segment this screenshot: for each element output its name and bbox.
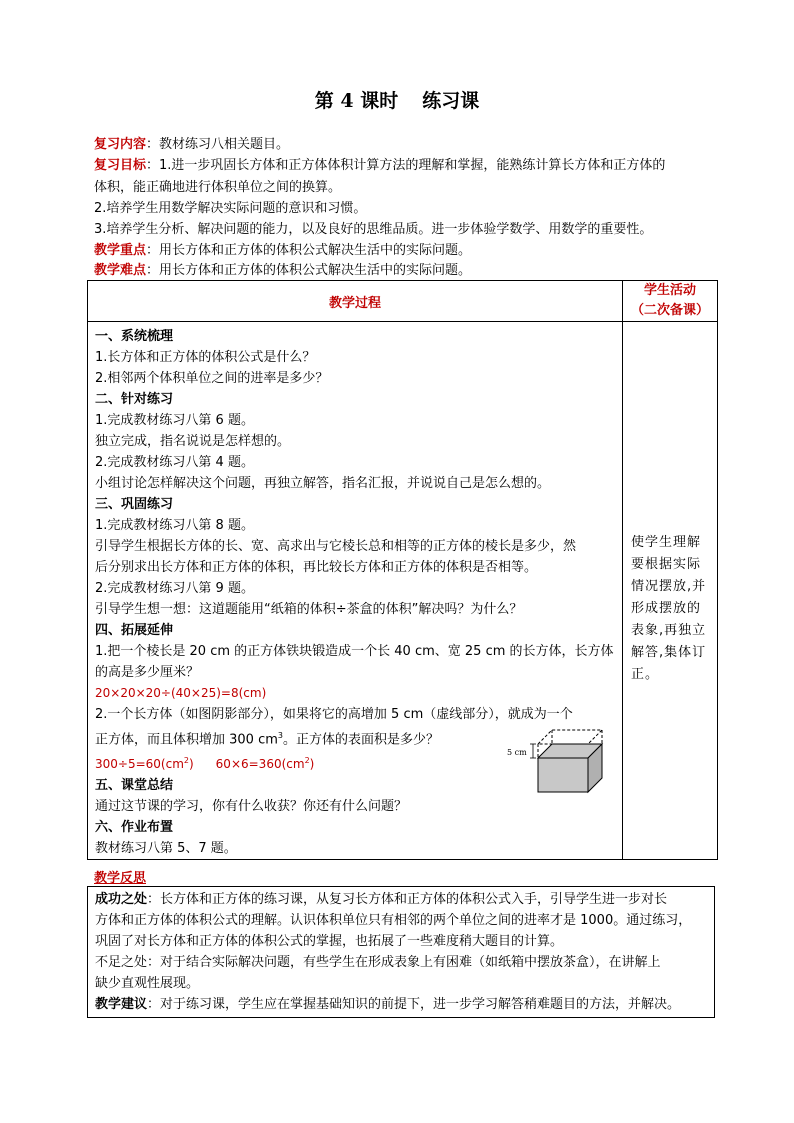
- text-line: 2.相邻两个体积单位之间的进率是多少？: [95, 371, 329, 386]
- text-line: 教材练习八第 5、7 题。: [95, 841, 237, 857]
- success-label: 成功之处: [95, 892, 148, 907]
- review-content-text: ：教材练习八相关题目。: [146, 137, 290, 152]
- teaching-key-line: [94, 240, 714, 261]
- shortfall-label: 不足之处: [95, 955, 148, 970]
- teaching-difficulty-label: 教学难点: [94, 263, 147, 278]
- reflection-box: [87, 886, 715, 1018]
- review-content-label: 复习内容: [94, 137, 147, 152]
- col-header-activity-1: 学生活动: [643, 283, 696, 298]
- review-goal-label: 复习目标: [94, 158, 147, 173]
- side-line: 使学生理解: [631, 535, 702, 550]
- shaded-front-face: [538, 758, 588, 792]
- side-line: 情况摆放,并: [631, 579, 707, 594]
- text-line: 独立完成，指名说说是怎样想的。: [95, 434, 291, 449]
- text-line: 2.完成教材练习八第 9 题。: [95, 581, 254, 596]
- side-line: 表象,再独立: [631, 623, 707, 638]
- section-heading: 三、巩固练习: [95, 497, 174, 512]
- answer-part: 60×6=360(cm: [215, 757, 305, 772]
- activity-cell: [623, 322, 718, 860]
- text-line: 引导学生想一想：这道题能用“纸箱的体积÷茶盒的体积”解决吗？为什么？: [95, 602, 523, 617]
- success-text-2: 方体和正方体的体积公式的理解。认识体积单位只有相邻的两个单位之间的进率才是 1000。通过练习，: [95, 913, 692, 928]
- cuboid-figure: [505, 722, 605, 794]
- teaching-key-label: 教学重点: [94, 243, 147, 258]
- review-goal-line: [94, 155, 714, 176]
- success-text-3: 巩固了对长方体和正方体的体积公式的掌握，也拓展了一些难度稍大题目的计算。: [95, 934, 564, 949]
- page-title: [0, 86, 794, 113]
- text-line: 1.把一个棱长是 20 cm 的正方体铁块锻造成一个长 40 cm、宽 25 cm 的长方体，长方体: [95, 644, 614, 659]
- review-content-line: [94, 134, 714, 155]
- col-header-activity: [623, 281, 718, 322]
- teaching-key-text: ：用长方体和正方体的体积公式解决生活中的实际问题。: [146, 243, 472, 258]
- review-goal-item-2: 2.培养学生用数学解决实际问题的意识和习惯。: [94, 201, 367, 216]
- answer-part: 300÷5=60(cm: [95, 757, 184, 772]
- section-heading: 一、系统梳理: [95, 329, 174, 344]
- teaching-difficulty-text: ：用长方体和正方体的体积公式解决生活中的实际问题。: [146, 263, 472, 278]
- success-text-1: ：长方体和正方体的练习课，从复习长方体和正方体的体积公式入手，引导学生进一步对长: [147, 892, 668, 907]
- text-line: 的高是多少厘米？: [95, 665, 200, 680]
- shortfall-text-2: 缺少直观性展现。: [95, 976, 200, 991]
- reflection-shortfall-line: [95, 952, 708, 973]
- answer-line: 20×20×20÷(40×25)=8(cm): [95, 686, 267, 700]
- text-part: 。正方体的表面积是多少？: [282, 732, 439, 748]
- text-line: 后分别求出长方体和正方体的体积，再比较长方体和正方体的体积是否相等。: [95, 560, 538, 575]
- teaching-difficulty-line: [94, 260, 714, 281]
- title-lesson-number: 第 4 课时: [314, 90, 399, 112]
- text-line: 1.完成教材练习八第 6 题。: [95, 413, 254, 428]
- text-line: 2.完成教材练习八第 4 题。: [95, 455, 254, 470]
- shortfall-text-1: ：对于结合实际解决问题，有些学生在形成表象上有困难（如纸箱中摆放茶盒），在讲解上: [147, 955, 661, 970]
- dimension-label: 5 cm: [507, 748, 527, 757]
- side-line: 解答,集体订: [631, 645, 707, 660]
- dashed-top-face: [538, 730, 602, 744]
- text-line: 1.完成教材练习八第 8 题。: [95, 518, 254, 533]
- text-line: 引导学生根据长方体的长、宽、高求出与它棱长总和相等的正方体的棱长是多少，然: [95, 539, 577, 554]
- section-heading: 五、课堂总结: [95, 778, 174, 794]
- superscript: 2: [183, 756, 189, 766]
- side-line: 正。: [631, 667, 660, 682]
- advice-text: ：对于练习课，学生应在掌握基础知识的前提下，进一步学习解答稍难题目的方法，并解决。: [147, 997, 681, 1012]
- reflection-success-line: [95, 889, 708, 910]
- text-part: 正方体，而且体积增加 300 cm: [95, 732, 278, 748]
- col-header-activity-2: （二次备课）: [630, 303, 709, 318]
- answer-line: $300\div 5=60(cm^2)$ $60\times 6=360(cm^2)$: [95, 756, 315, 772]
- col-header-process: 教学过程: [88, 281, 623, 322]
- side-line: 形成摆放的: [631, 601, 702, 616]
- superscript: 2: [304, 756, 310, 766]
- section-heading: 二、针对练习: [95, 392, 174, 407]
- side-line: 要根据实际: [631, 557, 702, 572]
- section-heading: 四、拓展延伸: [95, 623, 174, 638]
- reflection-title: 教学反思: [94, 871, 147, 886]
- title-lesson-name: 练习课: [422, 90, 480, 112]
- text-line: 小组讨论怎样解决这个问题，再独立解答，指名汇报，并说说自己是怎么想的。: [95, 476, 551, 491]
- superscript: 3: [277, 731, 283, 740]
- text-line: 2.一个长方体（如图阴影部分），如果将它的高增加 5 cm（虚线部分），就成为一个: [95, 707, 573, 722]
- lesson-table: [87, 280, 718, 860]
- advice-label: 教学建议: [95, 997, 148, 1012]
- section-heading: 六、作业布置: [95, 820, 174, 836]
- review-goal-text-1: ：1.进一步巩固长方体和正方体体积计算方法的理解和掌握，能熟练计算长方体和正方体的: [146, 158, 666, 173]
- review-goal-line-2: 体积，能正确地进行体积单位之间的换算。: [94, 180, 342, 195]
- reflection-advice-line: [95, 994, 708, 1015]
- text-line: 1.长方体和正方体的体积公式是什么？: [95, 350, 316, 365]
- text-line: 通过这节课的学习，你有什么收获？你还有什么问题？: [95, 799, 408, 815]
- review-goal-item-3: 3.培养学生分析、解决问题的能力，以及良好的思维品质。进一步体验学数学、用数学的重要性。: [94, 222, 653, 237]
